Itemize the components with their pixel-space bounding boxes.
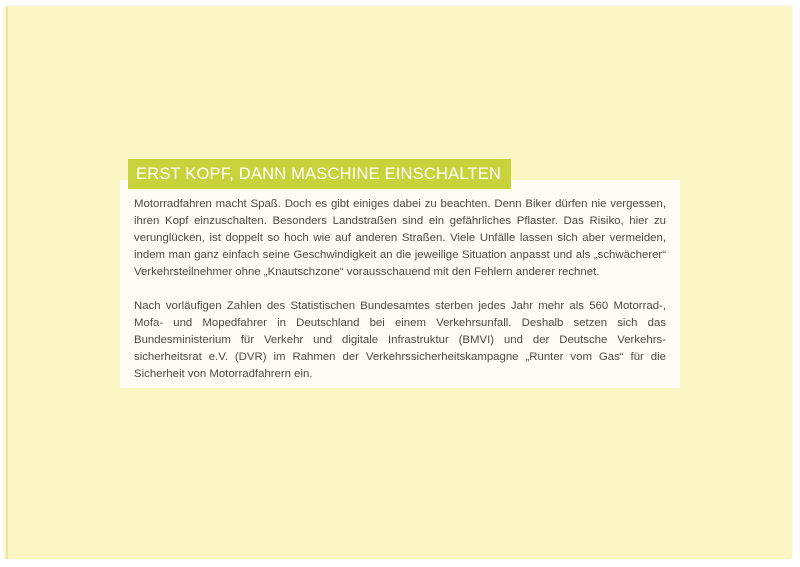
text-line: indem man ganz einfach seine Geschwindigkeit an die jeweilige Situation anpasst und als „schwächerer“ xyxy=(134,249,666,261)
text-line: ihren Kopf einzuschalten. Besonders Landstraßen sind ein gefährliches Pflaster. Das Risiko, hier zu xyxy=(134,215,666,227)
paragraph-1 xyxy=(134,196,666,281)
text-line: Verkehrsteilnehmer ohne „Knautschzone“ vorausschauend mit den Fehlern anderer rechnet. xyxy=(134,266,600,278)
text-line: Motorradfahren macht Spaß. Doch es gibt einiges dabei zu beachten. Denn Biker dürfen nie vergessen, xyxy=(134,198,666,210)
text-line: sicherheitsrat e.V. (DVR) im Rahmen der Verkehrssicherheitskampagne „Runter vom Gas“ für die xyxy=(134,351,666,363)
text-line: Sicherheit von Motorradfahrern ein. xyxy=(134,368,313,380)
text-line: verunglücken, ist doppelt so hoch wie auf anderen Straßen. Viele Unfälle lassen sich aber vermeiden, xyxy=(134,232,666,244)
paragraph-2 xyxy=(134,298,666,383)
text-line: Bundesministerium für Verkehr und digitale Infrastruktur (BMVI) und der Deutsche Verkehrs- xyxy=(134,334,666,346)
text-line: Nach vorläufigen Zahlen des Statistischen Bundesamtes sterben jedes Jahr mehr als 560 Motorrad-, xyxy=(134,300,666,312)
article-body xyxy=(134,196,666,400)
text-line: Mofa- und Mopedfahrer in Deutschland bei einem Verkehrsunfall. Deshalb setzen sich das xyxy=(134,317,666,329)
section-heading: ERST KOPF, DANN MASCHINE EINSCHALTEN xyxy=(128,159,511,189)
page-fold-edge xyxy=(6,6,8,559)
